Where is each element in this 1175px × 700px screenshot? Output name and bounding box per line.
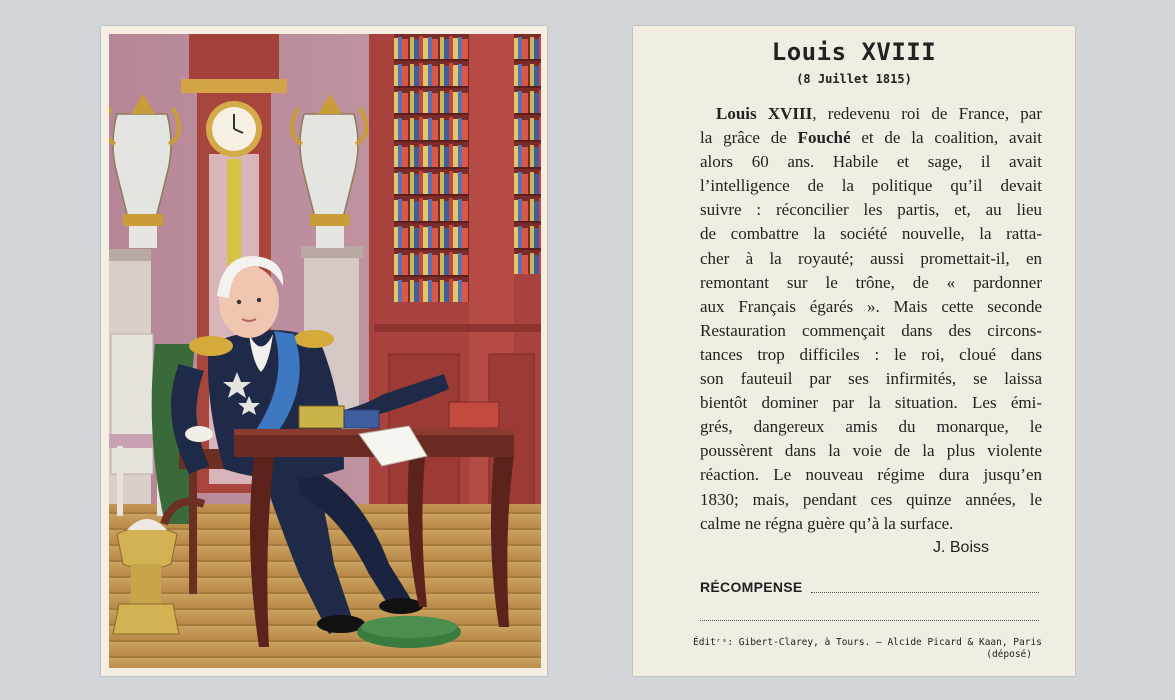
body-line: cher à la royauté; aussi promettait-il, en — [700, 248, 1042, 268]
illustration-louis-xviii — [109, 34, 541, 668]
body-line: son fauteuil par ses infirmités, se laissa — [700, 369, 1042, 389]
body-line: réaction. Le nouveau régime dura jusqu’en — [700, 465, 1042, 485]
body-line: remontant sur le trône, de « pardonner — [700, 272, 1042, 292]
body-line: de combattre la société nouvelle, la rattа- — [700, 224, 1042, 244]
reward-label: RÉCOMPENSE — [700, 579, 803, 595]
publisher-line: Éditʳˢ: Gibert-Clarey, à Tours. — Alcide Picard & Kaan, Paris — [693, 637, 1042, 648]
body-line: alors 60 ans. Habile et sage, il avait — [700, 152, 1042, 172]
body-line: 1830; mais, pendant ces quinze années, le — [700, 489, 1042, 509]
signature: J. Boiss — [932, 539, 989, 556]
front-card — [101, 26, 547, 676]
deposited-note: (déposé) — [986, 649, 1032, 660]
body-text — [700, 102, 1042, 536]
body-line: Restauration commençait dans des circons- — [700, 320, 1042, 340]
body-line: la grâce de Fouché et de la coalition, avait — [700, 128, 1042, 148]
body-line: bientôt dominer par la situation. Les émi- — [700, 393, 1042, 413]
body-line: l’intelligence de la politique qu’il devait — [700, 176, 1042, 196]
card-date: (8 Juillet 1815) — [796, 72, 912, 86]
body-line: aux Français égarés ». Mais cette seconde — [700, 296, 1042, 316]
body-line: Louis XVIII, redevenu roi de France, par — [716, 104, 1042, 123]
body-line: poussèrent dans la voie de la plus violente — [700, 441, 1042, 461]
body-line: tances trop difficiles : le roi, cloué dans — [700, 344, 1042, 364]
body-line: calme ne régna guère qu’à la surface. — [700, 513, 954, 533]
body-line: suivre : réconcilier les partis, et, au lieu — [700, 200, 1042, 220]
reward-dotted-line-2 — [700, 620, 1039, 621]
chromolithograph — [109, 34, 541, 668]
reward-dotted-line — [811, 592, 1039, 593]
body-line: grés, dangereux amis du monarque, le — [700, 417, 1042, 437]
back-card — [633, 26, 1075, 676]
card-title: Louis XVIII — [771, 38, 937, 66]
